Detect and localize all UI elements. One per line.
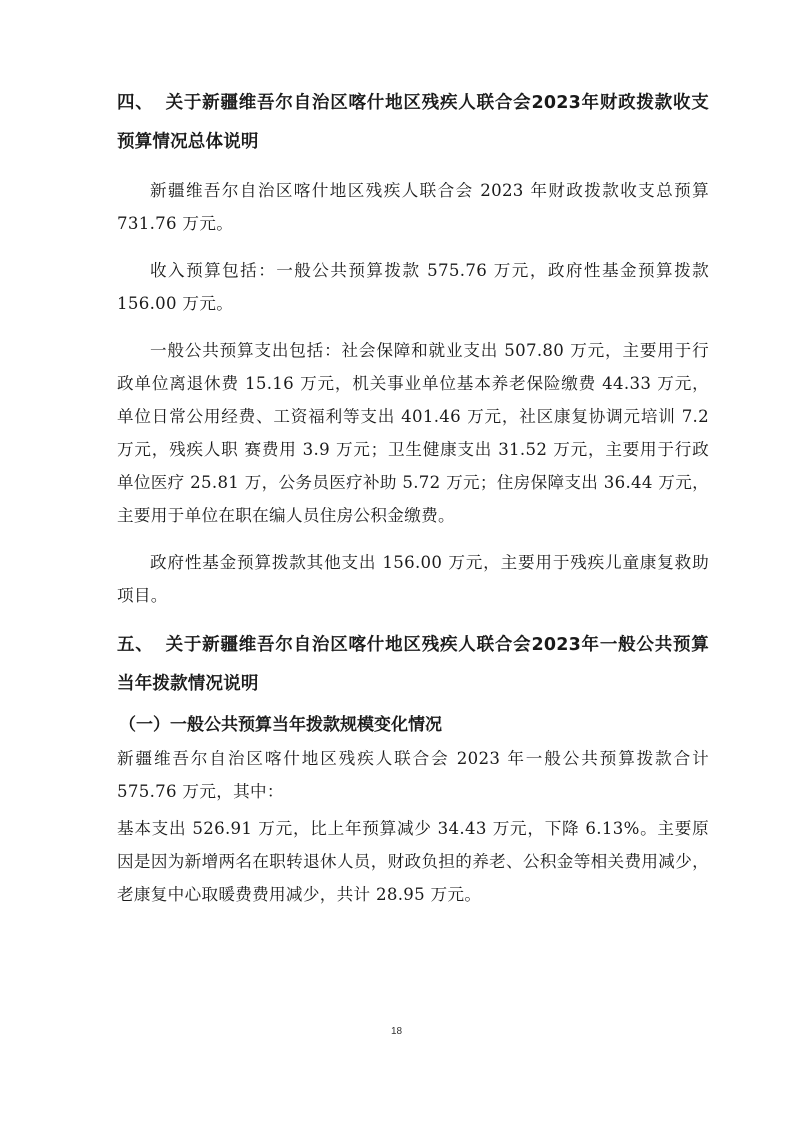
document-page [117,84,709,911]
page-number: 18 [390,1026,403,1037]
section-5-paragraph-1-text: 新疆维吾尔自治区喀什地区残疾人联合会 2023 年一般公共预算拨款合计 575.76 万元，其中： [117,749,709,801]
section-4-paragraph-4 [117,546,709,612]
section-4-paragraph-2-text: 收入预算包括：一般公共预算拨款 575.76 万元，政府性基金预算拨款 156.00 万元。 [117,261,709,313]
section-4-paragraph-1 [117,174,709,240]
section-4-heading [117,84,709,162]
section-5-paragraph-2 [117,812,709,911]
section-4-title: 关于新疆维吾尔自治区喀什地区残疾人联合会2023年财政拨款收支预算情况总体说明 [117,93,709,152]
section-4-paragraph-3 [117,334,709,532]
section-5-paragraph-1 [117,742,709,808]
section-4-paragraph-4-text: 政府性基金预算拨款其他支出 156.00 万元，主要用于残疾儿童康复救助项目。 [117,553,709,605]
section-4-paragraph-3-text: 一般公共预算支出包括：社会保障和就业支出 507.80 万元，主要用于行政单位离退休费 15.16 万元，机关事业单位基本养老保险缴费 44.33 万元，单位日常公用经费、工资福利等支出 401.46 万元，社区康复协调元培训 7.2 万元，残疾人职 赛费用 3.9 万元；卫生健康支出 31.52 万元，主要用于行政单位医疗 25.81 万，公务员医疗补助 5.72 万元；住房保障支出 36.44 万元，主要用于单位在职在编人员住房公积金缴费。 [117,341,709,525]
section-4-paragraph-1-text: 新疆维吾尔自治区喀什地区残疾人联合会 2023 年财政拨款收支总预算 731.76 万元。 [117,181,709,233]
section-5-subheading-1: （一）一般公共预算当年拨款规模变化情况 [119,715,442,735]
section-5-heading [117,626,709,704]
section-5-paragraph-2-text: 基本支出 526.91 万元，比上年预算减少 34.43 万元，下降 6.13%。主要原因是因为新增两名在职转退休人员，财政负担的养老、公积金等相关费用减少，老康复中心取暖费费用减少，共计 28.95 万元。 [117,819,709,904]
section-4-paragraph-2 [117,254,709,320]
section-5-number: 五、 [117,635,154,655]
section-4-number: 四、 [117,93,154,113]
section-5-title: 关于新疆维吾尔自治区喀什地区残疾人联合会2023年一般公共预算当年拨款情况说明 [117,635,709,694]
